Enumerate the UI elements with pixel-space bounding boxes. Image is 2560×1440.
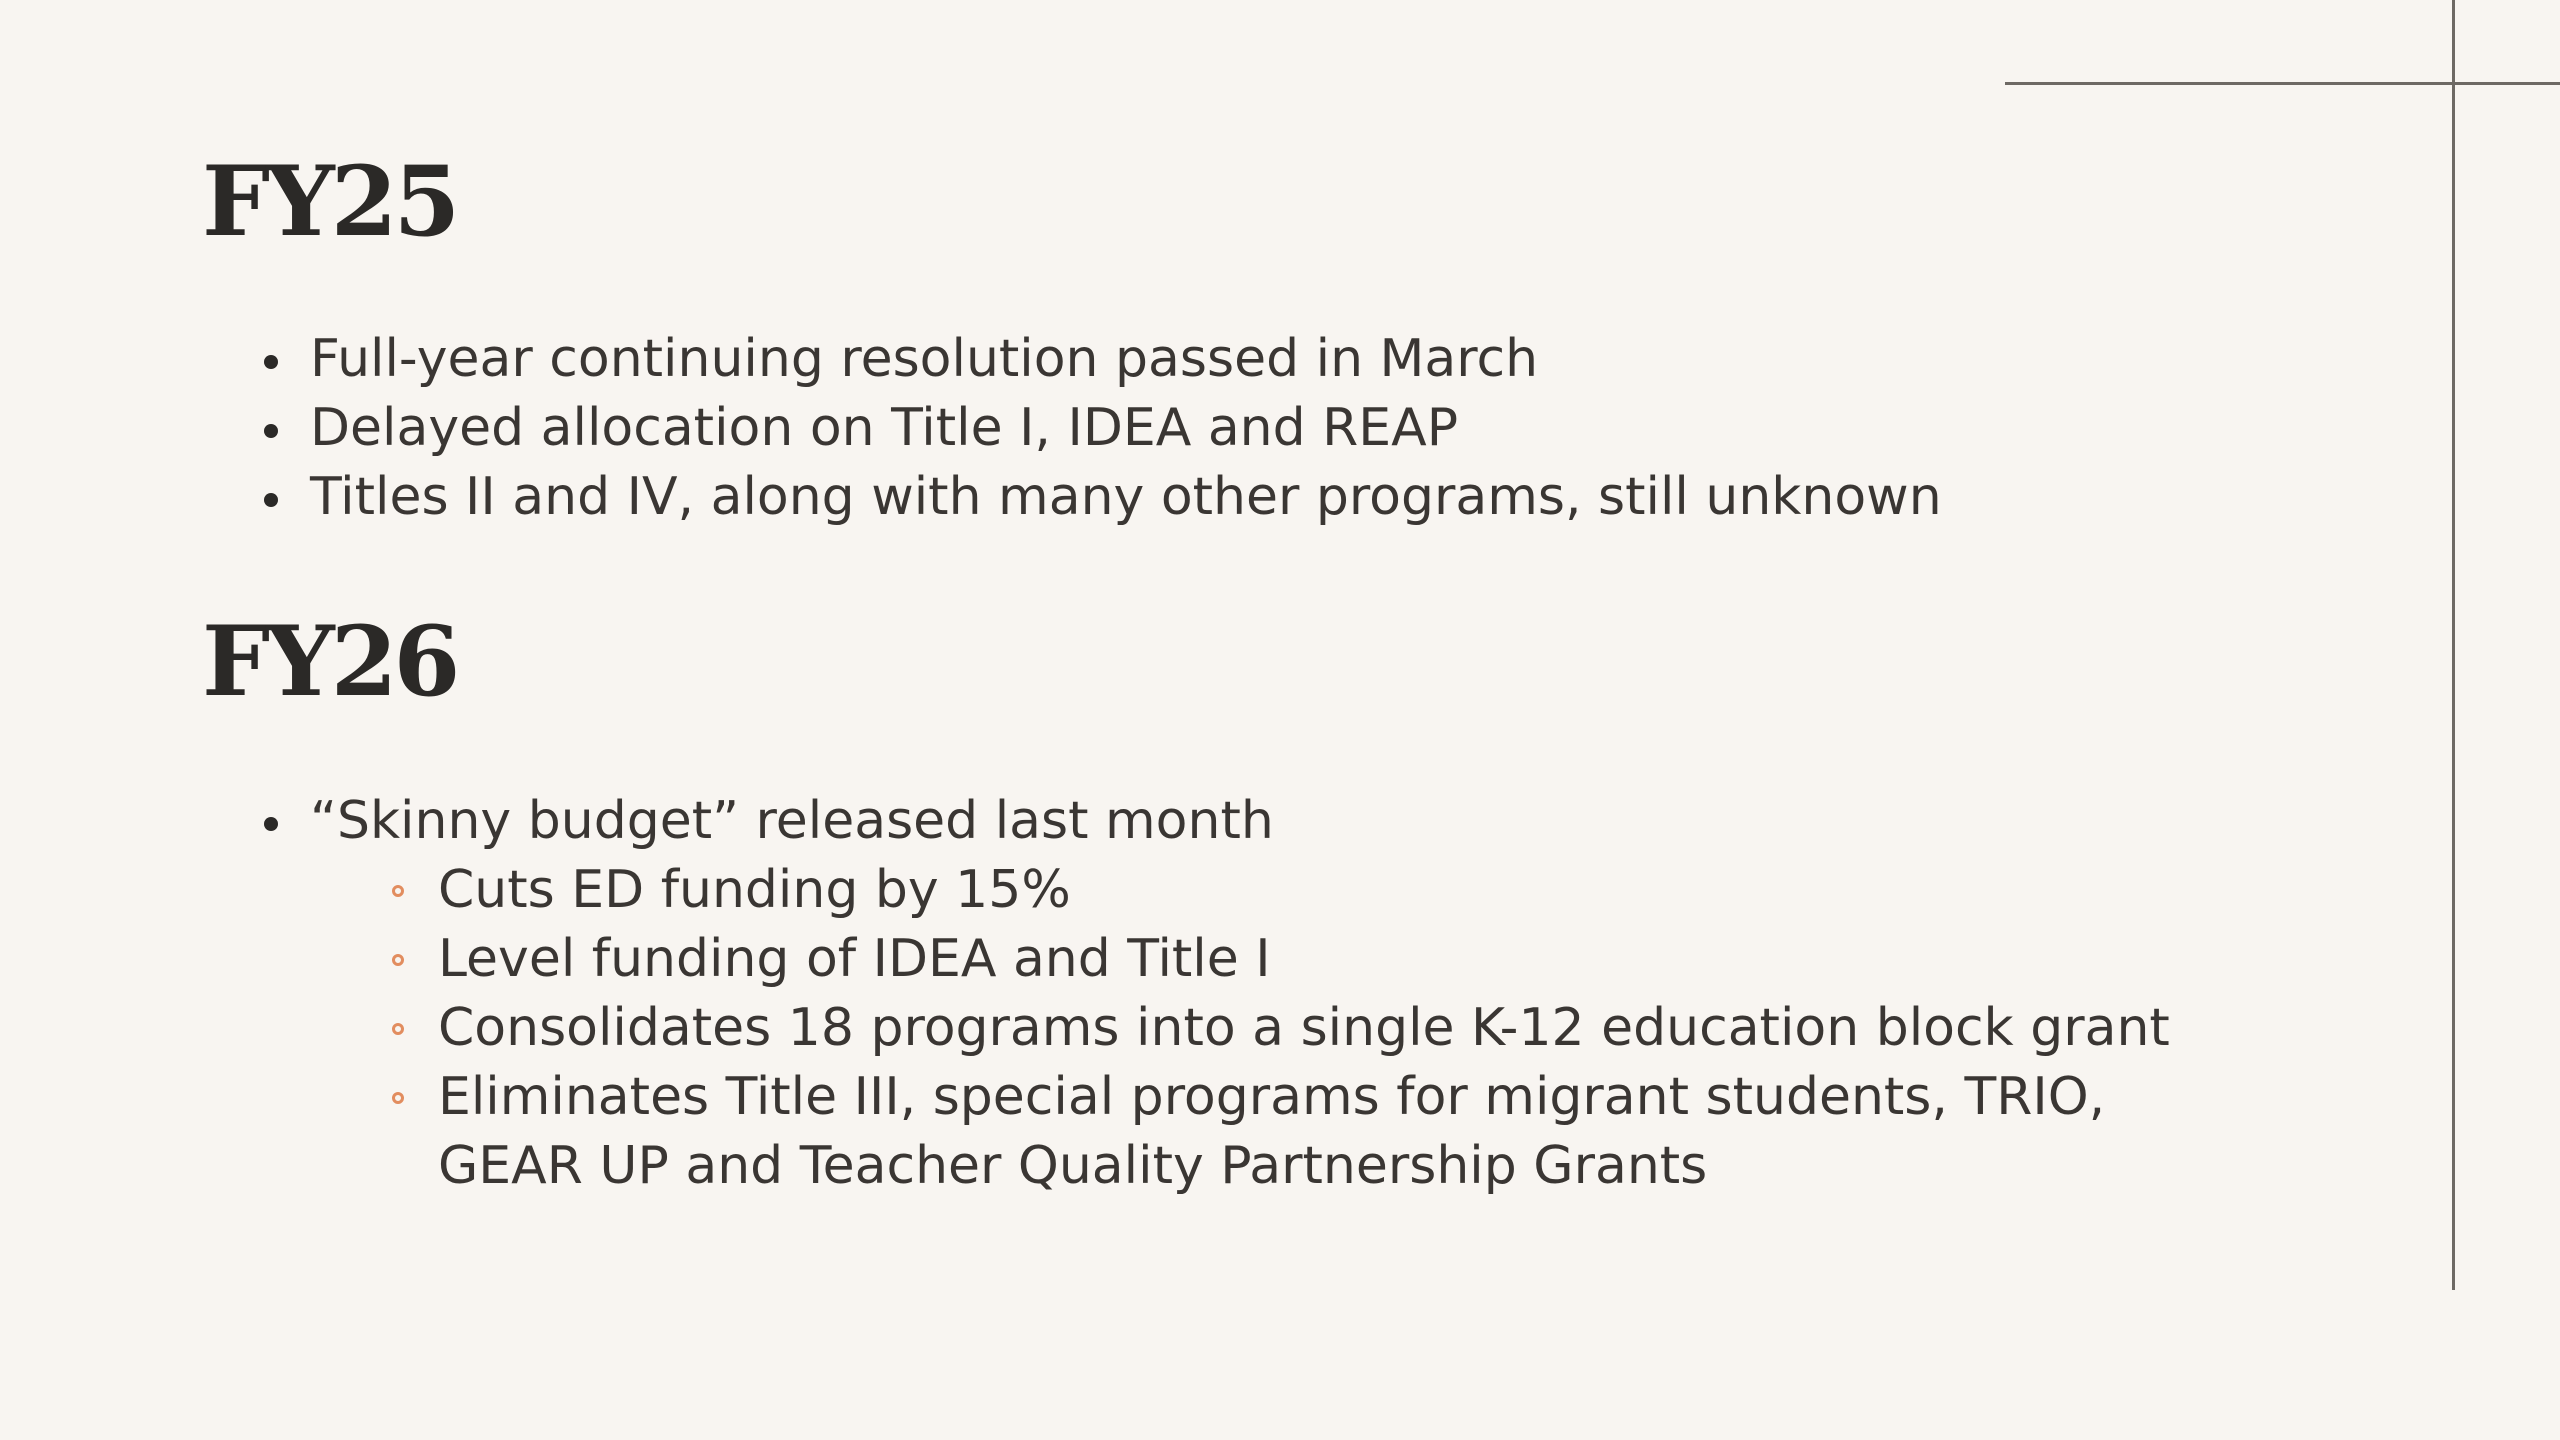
sub-list-item: Cuts ED funding by 15% <box>438 856 2198 925</box>
sub-bullet-list <box>438 856 2198 1201</box>
decorative-vertical-line <box>2452 0 2455 1290</box>
list-item: Full-year continuing resolution passed in March <box>260 325 2260 394</box>
list-item: Titles II and IV, along with many other programs, still unknown <box>260 463 2260 532</box>
fy25-bullet-list <box>260 325 2260 532</box>
heading-fy25: FY25 <box>202 145 457 258</box>
fy26-bullet-list <box>260 787 2260 1201</box>
sub-list-item: Eliminates Title III, special programs for migrant students, TRIO, GEAR UP and Teacher Quality Partnership Grants <box>438 1063 2198 1201</box>
list-item-text: “Skinny budget” released last month <box>310 791 1274 851</box>
list-item <box>260 787 2260 1201</box>
sub-list-item: Level funding of IDEA and Title I <box>438 925 2198 994</box>
list-item: Delayed allocation on Title I, IDEA and REAP <box>260 394 2260 463</box>
sub-list-item: Consolidates 18 programs into a single K-12 education block grant <box>438 994 2198 1063</box>
heading-fy26: FY26 <box>202 605 457 718</box>
decorative-horizontal-line <box>2005 82 2560 85</box>
